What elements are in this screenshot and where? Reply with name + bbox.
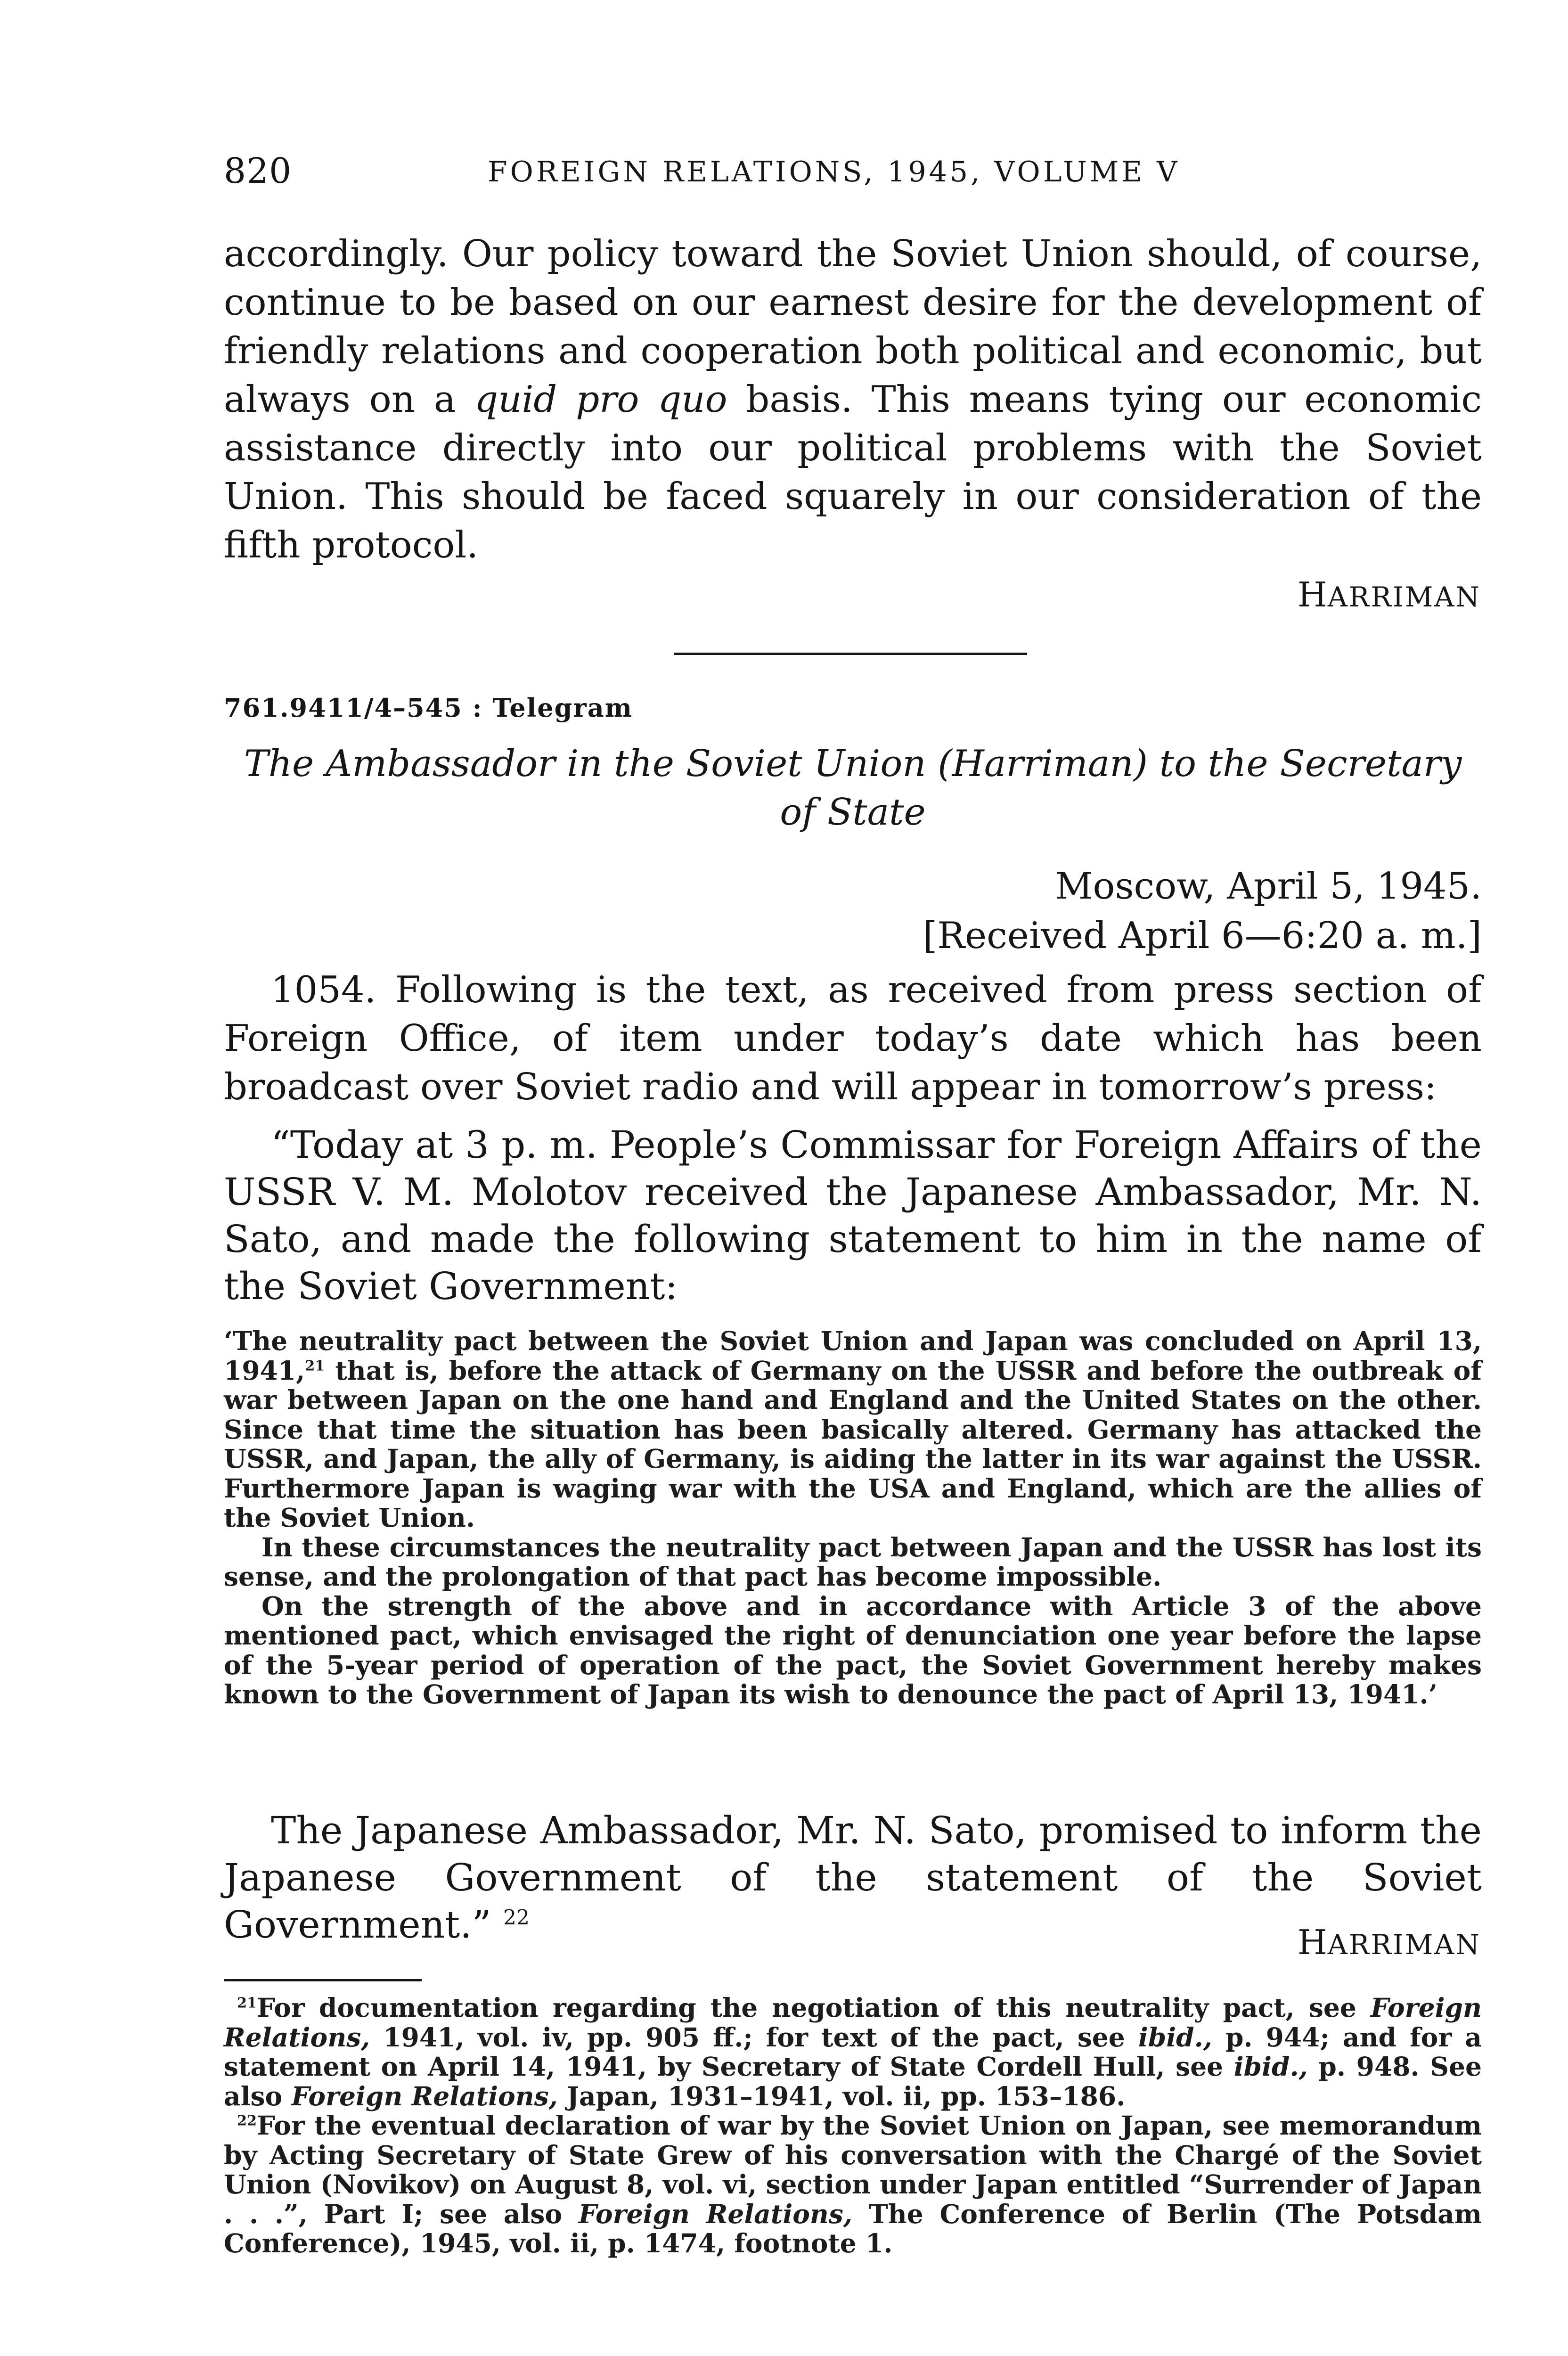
quote-intro: “Today at 3 p. m. People’s Commissar for Foreign Affairs of the USSR V. M. Molotov received the Japanese Ambassador, Mr. N. Sato, and made the following statement to him in the name of the Soviet Government: (224, 1123, 1482, 1308)
continued-text-b: basis. This means tying our economic assistance directly into our political problems with the Soviet Union. This should be faced squarely in our consideration of the fifth protocol. (224, 378, 1482, 566)
fn21-i1: Foreign Relations, (224, 1992, 1482, 2053)
fn21-t2: 1941, vol. iv, pp. 905 ff.; for text of the pact, see (370, 2021, 1138, 2053)
fn21-t3: p. 944; and for a statement on April 14, 1941, by Secretary of State Cordell Hull, see (224, 2021, 1482, 2082)
fn21-i4: Foreign Relations, (291, 2080, 558, 2111)
signature-text: HARRIMAN (1298, 575, 1481, 614)
fn21-t4: p. 948. See also (224, 2051, 1482, 2111)
footnotes (224, 1993, 1482, 2258)
continued-text-a: accordingly. Our policy toward the Soviet Union should, of course, continue to be based on our earnest desire for the development of friendly relations and cooperation both political and economic, but always on a (224, 233, 1482, 421)
running-title: FOREIGN RELATIONS, 1945, VOLUME V (488, 155, 1180, 188)
footnote-number-22: 22 (237, 2112, 257, 2129)
statement-paragraph-2: In these circumstances the neutrality pact between Japan and the USSR has lost its sense, and the prolongation of that pact has become impossible. (224, 1531, 1482, 1592)
continued-paragraph (224, 230, 1482, 570)
file-reference: 761.9411/4–545 : Telegram (224, 693, 633, 723)
received-line: [Received April 6—6:20 a. m.] (923, 915, 1482, 957)
statement-p1-b: that is, before the attack of Germany on the USSR and before the outbreak of war between Japan on the one hand and England and the United States on the other. Since that time the situation has been basically altered. Germany has attacked the USSR, and Japan, the ally of Germany, is aiding the latter in its war against the USSR. Furthermore Japan is waging war with the USA and England, which are the allies of the Soviet Union. (224, 1355, 1482, 1533)
signature-harriman-1 (1298, 575, 1481, 614)
signature-text: HARRIMAN (1298, 1922, 1481, 1962)
fn21-t1: For documentation regarding the negotiation of this neutrality pact, see (257, 1992, 1371, 2023)
quid-pro-quo: quid pro quo (474, 378, 727, 421)
page-number: 820 (224, 151, 292, 191)
footnote-number-21: 21 (237, 1995, 257, 2012)
statement-paragraph-1 (224, 1326, 1482, 1533)
fn22-i1: Foreign Relations, (578, 2198, 853, 2229)
telegram-body: 1054. Following is the text, as received from press section of Foreign Office, of item under today’s date which has been broadcast over Soviet radio and will appear in tomorrow’s press: (224, 969, 1482, 1108)
dateline: Moscow, April 5, 1945. (1055, 865, 1482, 908)
fn21-i2: ibid., (1138, 2021, 1212, 2053)
page-header (224, 151, 1482, 203)
footnote-ref-22[interactable]: 22 (503, 1906, 530, 1930)
signature-harriman-2 (1298, 1922, 1481, 1962)
footnote-22 (224, 2111, 1482, 2258)
fn21-i3: ibid., (1233, 2051, 1308, 2082)
soviet-statement (224, 1326, 1482, 1710)
document-title: The Ambassador in the Soviet Union (Harriman) to the Secretary of State (244, 743, 1462, 834)
statement-paragraph-3: On the strength of the above and in accordance with Article 3 of the above mentioned pact, which envisaged the right of denunciation one year before the lapse of the 5-year period of operation of the pact, the Soviet Government hereby makes known to the Government of Japan its wish to denounce the pact of April 13, 1941.’ (224, 1590, 1482, 1710)
footnote-ref-21[interactable]: 21 (305, 1358, 325, 1374)
section-divider (674, 653, 1027, 655)
fn21-t5: Japan, 1931–1941, vol. ii, pp. 153–186. (557, 2080, 1126, 2111)
fn22-t2: The Conference of Berlin (The Potsdam Conference), 1945, vol. ii, p. 1474, footnote 1. (224, 2198, 1482, 2258)
quote-close-text: The Japanese Ambassador, Mr. N. Sato, promised to inform the Japanese Government of the statement of the Soviet Government.” (224, 1808, 1482, 1947)
footnote-21 (224, 1993, 1482, 2111)
quote-close (224, 1807, 1482, 1948)
fn22-t1: For the eventual declaration of war by the Soviet Union on Japan, see memorandum by Acting Secretary of State Grew of his conversation with the Chargé of the Soviet Union (Novikov) on August 8, vol. vi, section under Japan entitled “Surrender of Japan . . .”, Part I; see also (224, 2110, 1482, 2229)
footnote-divider (224, 1979, 422, 1981)
statement-p1-a: ‘The neutrality pact between the Soviet Union and Japan was concluded on April 13, 1941, (224, 1325, 1482, 1386)
